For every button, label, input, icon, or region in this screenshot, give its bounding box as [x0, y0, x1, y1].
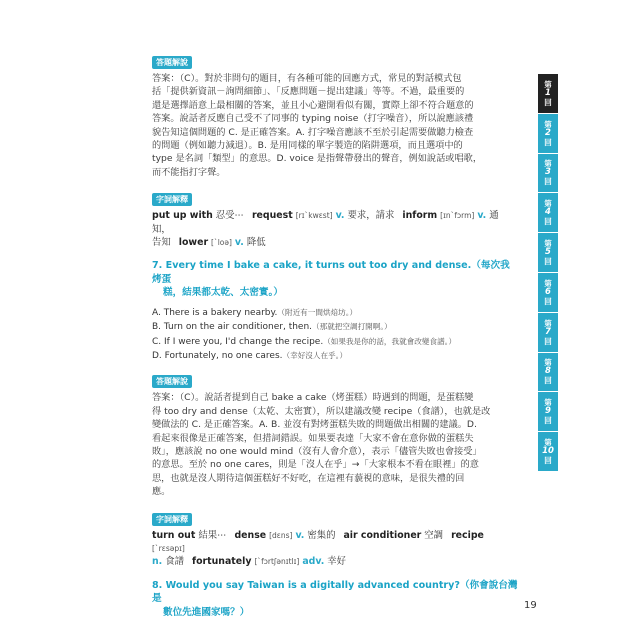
- tab-number: 8: [545, 366, 551, 377]
- vocab-entry: [234, 530, 335, 541]
- tab-number: 2: [545, 127, 551, 138]
- explanation-line: 答案：（C）。對於非問句的題目，有各種可能的回應方式，常見的對話模式包: [152, 73, 462, 84]
- tab-number: 10: [542, 446, 554, 457]
- explanation-line: 答案：（C）。說話者提到自己 bake a cake（烤蛋糕）時遇到的問題，是蛋糕變: [152, 392, 474, 404]
- explanation-line: 還是選擇語意上最相關的答案，並且小心避開看似有關，實際上卻不符合題意的: [152, 99, 474, 111]
- tab-number: 5: [545, 247, 551, 258]
- question-title: [152, 259, 518, 299]
- question-8: [152, 579, 518, 619]
- tab-number: 1: [545, 87, 551, 98]
- explanation-line: type 是名詞「類型」的意思。D. voice 是指聲帶發出的聲音，例如說話或唱歌，: [152, 153, 483, 165]
- tab-prefix: 第: [544, 199, 552, 209]
- vocab-pos: v.: [295, 529, 305, 541]
- tab-suffix: 回: [544, 456, 552, 466]
- explanation-line: 而不能指打字聲。: [152, 166, 226, 178]
- tab-prefix: 第: [544, 438, 552, 448]
- vocab-phonetic: [ˋloə]: [211, 238, 232, 248]
- vocab-entry: [152, 210, 244, 221]
- vocab-pos: v.: [335, 210, 345, 222]
- vocab-entry: [152, 530, 226, 541]
- option-item: [152, 349, 518, 363]
- tab-prefix: 第: [544, 79, 552, 89]
- option-item: [152, 335, 518, 349]
- chapter-tab-10[interactable]: [538, 432, 558, 472]
- option-translation: （那就把空調打開啊。）: [312, 322, 392, 332]
- vocab-definition: 幸好: [327, 556, 347, 568]
- option-english: D. Fortunately, no one cares.: [152, 350, 283, 361]
- option-translation: （如果我是你的話，我就會改變食譜。）: [323, 336, 457, 346]
- explanation-line: 思，也就是沒人期待這個蛋糕好不好吃，在這裡有藐視的意味，是很失禮的回: [152, 472, 465, 484]
- option-english: A. There is a bakery nearby.: [152, 307, 278, 318]
- page-content: [152, 50, 518, 619]
- question-title: [152, 579, 518, 619]
- option-translation: （幸好沒人在乎。）: [282, 350, 348, 360]
- tab-suffix: 回: [544, 376, 552, 386]
- explanation-text: [152, 72, 518, 179]
- explanation-line: 的問題（例如聽力減退）。B. 是用同樣的單字製造的陷阱選項，而且選項中的: [152, 140, 463, 152]
- explanation-section-2: [152, 369, 518, 498]
- explanation-text: [152, 391, 518, 498]
- tab-number: 7: [545, 326, 551, 337]
- option-item: [152, 306, 518, 320]
- tab-prefix: 第: [544, 239, 552, 249]
- option-english: B. Turn on the air conditioner, then.: [152, 322, 313, 333]
- question-title-line: 糕，結果都太乾、太密實。）: [163, 287, 283, 299]
- tab-number: 9: [545, 406, 551, 417]
- option-item: [152, 320, 518, 334]
- explanation-line: 看起來很像是正確答案，但措詞錯誤。如果要表達「大家不會在意你做的蛋糕失: [152, 432, 474, 444]
- tab-prefix: 第: [544, 159, 552, 169]
- chapter-tab-4[interactable]: [538, 193, 558, 233]
- explanation-line: 應。: [152, 486, 171, 498]
- vocab-entry: [192, 556, 346, 567]
- vocab-definition: 降低: [246, 237, 266, 249]
- tab-number: 3: [545, 167, 551, 178]
- tab-prefix: 第: [544, 318, 552, 328]
- answer-explanation-tag: 答題解說: [152, 56, 192, 69]
- vocab-phonetic: [ˋfɔrtʃənɪtlɪ]: [254, 557, 300, 567]
- page-number: 19: [524, 600, 537, 611]
- vocab-definition: 要求，請求: [347, 210, 395, 222]
- explanation-line: 答案。說話者反應自己受不了同事的 typing noise（打字噪音），所以說應該禮: [152, 113, 474, 125]
- vocab-word: dense: [234, 529, 267, 541]
- question-title-line: 8. Would you say Taiwan is a digitally advanced country?（你會說台灣是: [152, 579, 518, 605]
- chapter-tab-3[interactable]: [538, 154, 558, 194]
- vocab-pos: adv.: [302, 556, 325, 568]
- chapter-tab-9[interactable]: [538, 392, 558, 432]
- vocab-entry: [152, 237, 171, 248]
- vocab-word: put up with: [152, 210, 213, 222]
- vocab-entry: [179, 237, 266, 248]
- vocab-phonetic: [ˋrɛsəpɪ]: [152, 543, 185, 553]
- vocab-section-2: [152, 507, 518, 569]
- vocab-phonetic: [rɪˋkwɛst]: [295, 211, 333, 221]
- tab-number: 4: [545, 207, 551, 218]
- tab-suffix: 回: [544, 177, 552, 187]
- tab-suffix: 回: [544, 296, 552, 306]
- chapter-tabs: [538, 74, 558, 472]
- vocab-word: air conditioner: [343, 529, 422, 541]
- vocab-entry: [152, 556, 184, 567]
- vocab-pos: n.: [152, 556, 163, 568]
- tab-prefix: 第: [544, 119, 552, 129]
- vocab-line: [152, 236, 518, 249]
- vocab-definition: 通知，: [152, 210, 499, 235]
- vocab-definition: 食譜: [165, 556, 184, 568]
- vocab-word: lower: [178, 237, 209, 249]
- vocab-section-1: [152, 187, 518, 249]
- chapter-tab-1[interactable]: [538, 74, 558, 114]
- vocabulary-tag: 字詞解釋: [152, 513, 192, 526]
- vocab-word: fortunately: [192, 556, 252, 568]
- vocab-entry: [343, 530, 443, 541]
- explanation-line: 的意思。至於 no one cares，則是「沒人在乎」→「大家根本不看在眼裡」的意: [152, 459, 479, 471]
- explanation-line: 敗」，應該說 no one would mind（沒有人會介意），表示「儘管失敗也會接受」: [152, 445, 482, 457]
- vocab-pos: v.: [234, 237, 244, 249]
- tab-suffix: 回: [544, 217, 552, 227]
- vocab-phonetic: [dɛns]: [269, 530, 293, 540]
- vocab-line: [152, 209, 518, 236]
- explanation-line: 得 too dry and dense（太乾、太密實），所以建議改變 recipe（食譜），也就是改: [152, 405, 491, 417]
- options-list: [152, 306, 518, 364]
- chapter-tab-8[interactable]: [538, 353, 558, 393]
- chapter-tab-2[interactable]: [538, 114, 558, 154]
- question-title-line: 7. Every time I bake a cake, it turns out too dry and dense.（每次我烤蛋: [152, 260, 510, 285]
- question-7: [152, 259, 518, 363]
- vocab-word: turn out: [152, 529, 196, 541]
- option-translation: （附近有一間烘焙坊。）: [277, 307, 358, 317]
- tab-suffix: 回: [544, 257, 552, 267]
- question-title-line: 數位先進國家嗎？）: [163, 606, 250, 618]
- explanation-section-1: [152, 50, 518, 179]
- vocab-definition: 結果⋯: [198, 529, 227, 541]
- vocabulary-tag: 字詞解釋: [152, 193, 192, 206]
- vocab-line: [152, 529, 518, 556]
- tab-suffix: 回: [544, 137, 552, 147]
- tab-number: 6: [545, 286, 551, 297]
- vocab-phonetic: [ɪnˋfɔrm]: [440, 211, 475, 221]
- tab-prefix: 第: [544, 398, 552, 408]
- explanation-line: 貌告知這個問題的 C. 是正確答案。A. 打字噪音應該不至於引起需要做聽力檢查: [152, 126, 474, 138]
- chapter-tab-6[interactable]: [538, 273, 558, 313]
- vocab-pos: v.: [477, 210, 487, 222]
- tab-suffix: 回: [544, 97, 552, 107]
- explanation-line: 變做法的 C. 是正確答案。A. B. 並沒有對烤蛋糕失敗的問題做出相關的建議。D.: [152, 419, 477, 431]
- answer-explanation-tag: 答題解說: [152, 375, 192, 388]
- tab-prefix: 第: [544, 278, 552, 288]
- vocab-line: [152, 555, 518, 568]
- vocab-word: inform: [402, 210, 438, 222]
- vocab-word: request: [251, 210, 293, 222]
- tab-suffix: 回: [544, 416, 552, 426]
- vocab-definition: 忍受⋯: [215, 210, 244, 222]
- tab-suffix: 回: [544, 336, 552, 346]
- explanation-line: 括「提供新資訊－詢問細節」、「反應問題－提出建議」等等。不過，最重要的: [152, 86, 465, 98]
- vocab-definition: 空調: [424, 529, 444, 541]
- vocab-word: recipe: [451, 529, 484, 541]
- vocab-definition: 告知: [152, 237, 171, 249]
- chapter-tab-7[interactable]: [538, 313, 558, 353]
- vocab-entry: [252, 210, 394, 221]
- vocab-definition: 密集的: [307, 529, 336, 541]
- chapter-tab-5[interactable]: [538, 233, 558, 273]
- option-english: C. If I were you, I'd change the recipe.: [152, 336, 324, 347]
- tab-prefix: 第: [544, 358, 552, 368]
